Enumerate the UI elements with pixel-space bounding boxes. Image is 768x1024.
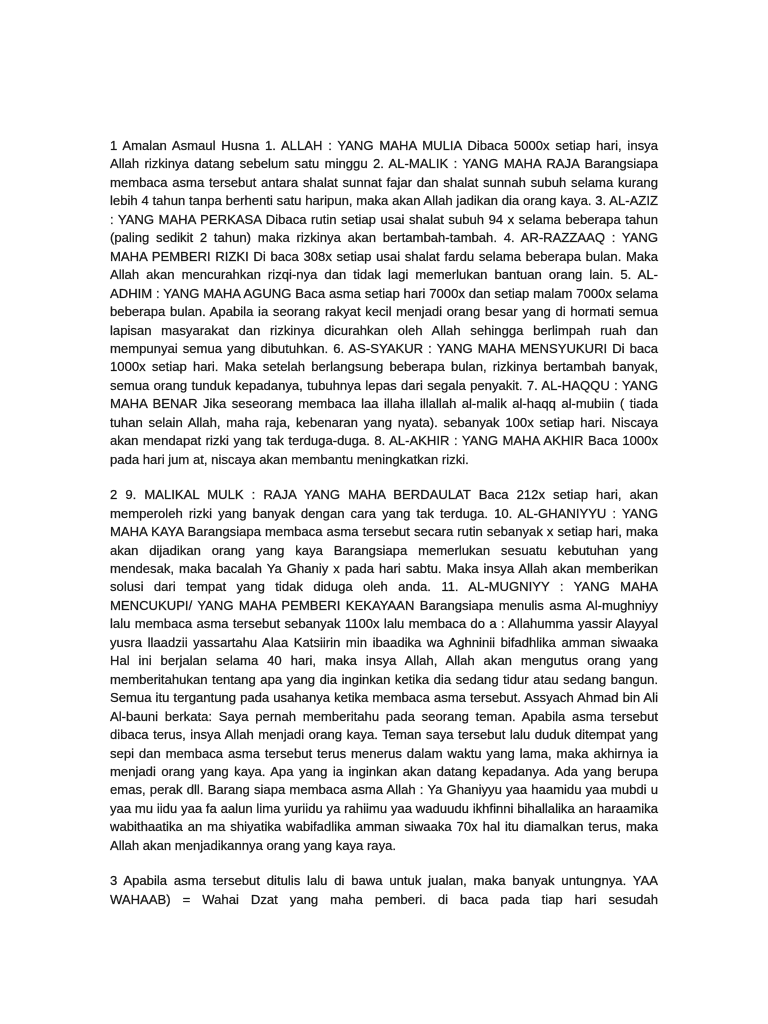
document-body <box>110 137 658 909</box>
paragraph-page-2: 2 9. MALIKAL MULK : RAJA YANG MAHA BERDAULAT Baca 212x setiap hari, akan memperoleh rizki yang banyak dengan cara yang tak terduga. 10. AL-GHANIYYU : YANG MAHA KAYA Barangsiapa membaca asma tersebut secara rutin sebanyak x setiap hari, maka akan dijadikan orang yang kaya Barangsiapa memerlukan sesuatu kebutuhan yang mendesak, maka bacalah Ya Ghaniy x pada hari sabtu. Maka insya Allah akan memberikan solusi dari tempat yang tidak diduga oleh anda. 11. AL-MUGNIYY : YANG MAHA MENCUKUPI/ YANG MAHA PEMBERI KEKAYAAN Barangsiapa menulis asma Al-mughniyy lalu membaca asma tersebut sebanyak 1100x lalu membaca do a : Allahumma yassir Alayyal yusra llaadzii yassartahu Alaa Katsiirin min ibaadika wa Aghninii bifadhlika amman siwaaka Hal ini berjalan selama 40 hari, maka insya Allah, Allah akan mengutus orang yang memberitahukan tentang apa yang dia inginkan ketika dia sedang tidur atau sedang bangun. Semua itu tergantung pada usahanya ketika membaca asma tersebut. Assyach Ahmad bin Ali Al-bauni berkata: Saya pernah memberitahu pada seorang teman. Apabila asma tersebut dibaca terus, insya Allah menjadi orang kaya. Teman saya tersebut lalu duduk ditempat yang sepi dan membaca asma tersebut terus menerus dalam waktu yang lama, maka akhirnya ia menjadi orang yang kaya. Apa yang ia inginkan akan datang kepadanya. Ada yang berupa emas, perak dll. Barang siapa membaca asma Allah : Ya Ghaniyyu yaa haamidu yaa mubdi u yaa mu iidu yaa fa aalun lima yuriidu ya rahiimu yaa waduudu ikhfinni bihallalika an haraamika wabithaatika an ma shiyatika wabifadlika amman siwaaka 70x hal itu diamalkan terus, maka Allah akan menjadikannya orang yang kaya raya. <box>110 487 658 853</box>
paragraph-page-1: 1 Amalan Asmaul Husna 1. ALLAH : YANG MAHA MULIA Dibaca 5000x setiap hari, insya Allah rizkinya datang sebelum satu minggu 2. AL-MALIK : YANG MAHA RAJA Barangsiapa membaca asma tersebut antara shalat sunnat fajar dan shalat sunnah subuh selama kurang lebih 4 tahun tanpa berhenti satu haripun, maka akan Allah jadikan dia orang kaya. 3. AL-AZIZ : YANG MAHA PERKASA Dibaca rutin setiap usai shalat subuh 94 x selama beberapa tahun (paling sedikit 2 tahun) maka rizkinya akan bertambah-tambah. 4. AR-RAZZAAQ : YANG MAHA PEMBERI RIZKI Di baca 308x setiap usai shalat fardu selama beberapa bulan. Maka Allah akan mencurahkan rizqi-nya dan tidak lagi memerlukan bantuan orang lain. 5. AL-ADHIM : YANG MAHA AGUNG Baca asma setiap hari 7000x dan setiap malam 7000x selama beberapa bulan. Apabila ia seorang rakyat kecil menjadi orang besar yang di hormati semua lapisan masyarakat dan rizkinya dicurahkan oleh Allah sehingga berlimpah ruah dan mempunyai semua yang dibutuhkan. 6. AS-SYAKUR : YANG MAHA MENSYUKURI Di baca 1000x setiap hari. Maka setelah berlangsung beberapa bulan, rizkinya bertambah banyak, semua orang tunduk kepadanya, tubuhnya lepas dari segala penyakit. 7. AL-HAQQU : YANG MAHA BENAR Jika seseorang membaca laa illaha illallah al-malik al-haqq al-mubiin ( tiada tuhan selain Allah, maha raja, kebenaran yang nyata). sebanyak 100x setiap hari. Niscaya akan mendapat rizki yang tak terduga-duga. 8. AL-AKHIR : YANG MAHA AKHIR Baca 1000x pada hari jum at, niscaya akan membantu meningkatkan rizki. <box>110 138 658 467</box>
paragraph-page-3: 3 Apabila asma tersebut ditulis lalu di bawa untuk jualan, maka banyak untungnya. YAA WAHAAB) = Wahai Dzat yang maha pemberi. di baca pada tiap hari sesudah <box>110 873 658 907</box>
